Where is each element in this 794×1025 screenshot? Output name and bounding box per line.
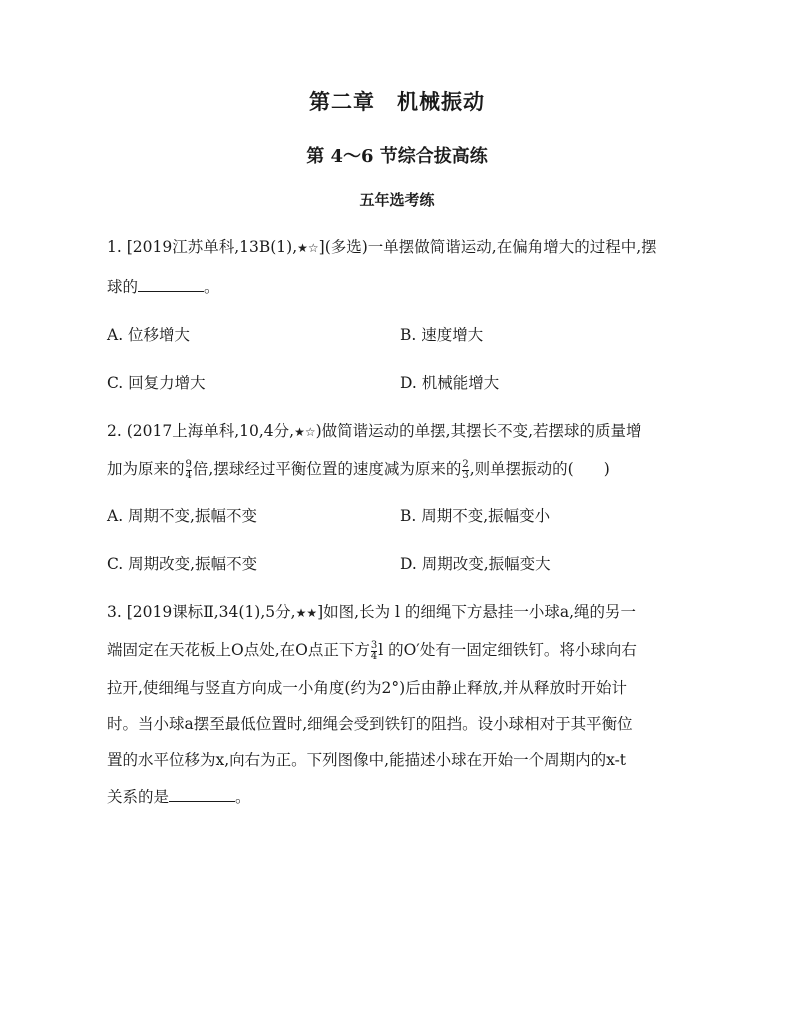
fraction-2-3: $\frac{2}{3}$ [462, 458, 469, 481]
chapter-title: 机械振动 [397, 89, 485, 114]
q2-line1: 2. (2017上海单科,10,4分,★☆)做简谐运动的单摆,其摆长不变,若摆球的质量增 [107, 422, 642, 440]
fraction-9-4: $\frac{9}{4}$ [185, 458, 192, 481]
q1-line2: 球的 。 [107, 278, 220, 296]
q1-option-a: A. 位移增大 [107, 326, 191, 344]
q3-line2: 端固定在天花板上O点处,在O点正下方 $\frac{3}{4}$ l 的O′处有一固定细铁钉。将小球向右 [107, 639, 637, 662]
q2-option-c: C. 周期改变,振幅不变 [107, 555, 258, 573]
q3-line4: 时。当小球a摆至最低位置时,细绳会受到铁钉的阻挡。设小球相对于其平衡位 [107, 715, 633, 733]
answer-blank [169, 787, 235, 802]
q1-line1: 1. [2019江苏单科,13B(1),★☆](多选)一单摆做简谐运动,在偏角增大的过程中,摆 [107, 238, 657, 256]
answer-blank [138, 277, 204, 292]
q1-option-d: D. 机械能增大 [400, 374, 500, 392]
q3-line1: 3. [2019课标Ⅱ,34(1),5分,★★]如图,长为 l 的细绳下方悬挂一小球a,绳的另一 [107, 603, 637, 621]
q2-option-a: A. 周期不变,振幅不变 [107, 507, 257, 525]
q1-option-b: B. 速度增大 [400, 326, 484, 344]
fraction-3-4: $\frac{3}{4}$ [370, 639, 378, 662]
difficulty-star-icon: ★★ [295, 606, 318, 620]
subsection-heading: 五年选考练 [359, 191, 435, 209]
q2-option-d: D. 周期改变,振幅变大 [400, 555, 551, 573]
q3-line5: 置的水平位移为x,向右为正。下列图像中,能描述小球在开始一个周期内的x-t [107, 751, 627, 769]
difficulty-star-icon: ★☆ [297, 241, 319, 255]
q2-line2: 加为原来的 $\frac{9}{4}$ 倍,摆球经过平衡位置的速度减为原来的 $\frac{2}{3}$ ,则单摆振动的( ) [107, 458, 610, 481]
q3-line3: 拉开,使细绳与竖直方向成一小角度(约为2°)后由静止释放,并从释放时开始计 [107, 679, 628, 697]
q3-line6: 关系的是 。 [107, 788, 251, 806]
chapter-number: 第二章 [309, 89, 375, 114]
q1-option-c: C. 回复力增大 [107, 374, 206, 392]
q2-option-b: B. 周期不变,振幅变小 [400, 507, 551, 525]
difficulty-star-icon: ★☆ [294, 425, 316, 439]
chapter-heading [0, 86, 794, 116]
section-heading: 第 4～6 节综合拔高练 [306, 146, 488, 167]
